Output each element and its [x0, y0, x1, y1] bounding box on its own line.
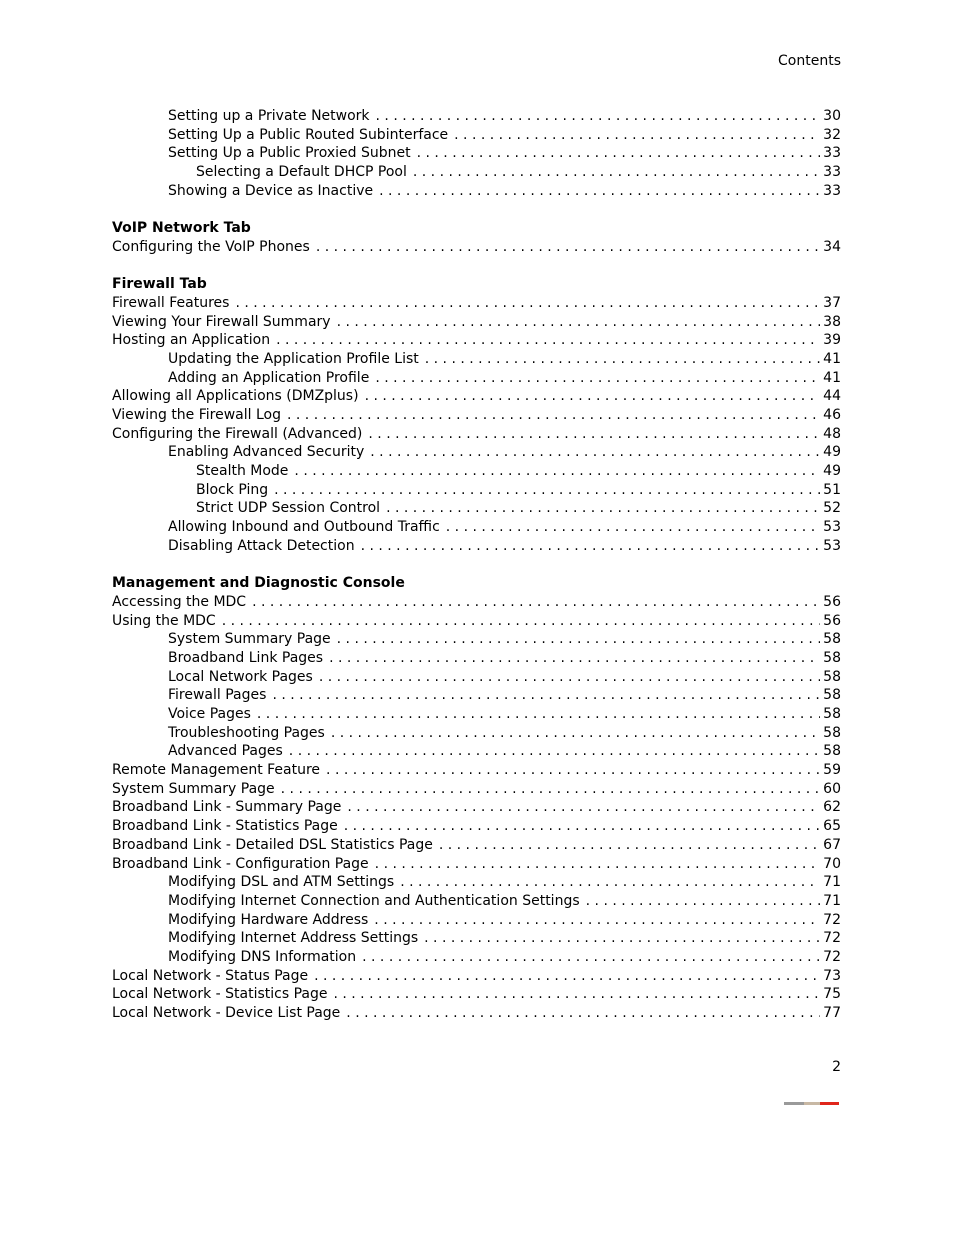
toc-entry-page: 73 [823, 967, 841, 984]
toc-entry-title: Local Network - Statistics Page [112, 986, 328, 1003]
dot-leader [289, 742, 820, 761]
dot-leader [222, 612, 820, 631]
toc-entry[interactable] [112, 499, 841, 518]
toc-entry[interactable] [112, 967, 841, 986]
toc-entry-page: 60 [823, 780, 841, 797]
toc-entry-title: Accessing the MDC [112, 593, 247, 610]
toc-entry-title: Modifying DSL and ATM Settings [168, 874, 395, 891]
toc-entry[interactable] [112, 350, 841, 369]
dot-leader [294, 462, 820, 481]
toc-entry-page: 53 [823, 519, 841, 536]
toc-entry[interactable] [112, 948, 841, 967]
toc-group-voip [112, 238, 841, 257]
toc-entry-page: 30 [823, 108, 841, 124]
toc-entry[interactable] [112, 686, 841, 705]
toc-entry-title: Configuring the Firewall (Advanced) [112, 425, 363, 442]
section-gap [112, 556, 841, 575]
toc-entry[interactable] [112, 481, 841, 500]
toc-entry-title: Viewing the Firewall Log [112, 407, 281, 423]
toc-entry-title: Viewing Your Firewall Summary [112, 313, 331, 330]
footer-accent-bar [784, 1102, 839, 1105]
toc-entry[interactable] [112, 144, 841, 163]
toc-entry-title: Allowing all Applications (DMZplus) [112, 388, 359, 405]
toc-entry-title: Troubleshooting Pages [168, 724, 325, 741]
toc-entry-title: Adding an Application Profile [168, 369, 370, 386]
dot-leader [361, 537, 821, 556]
toc-entry-page: 56 [823, 593, 841, 610]
toc-entry-title: Modifying Hardware Address [168, 911, 369, 928]
toc-entry[interactable] [112, 107, 841, 126]
toc-entry-title: Disabling Attack Detection [168, 537, 355, 554]
dot-leader [454, 126, 820, 145]
dot-leader [439, 836, 820, 855]
dot-leader [329, 649, 820, 668]
dot-leader [386, 499, 820, 518]
toc-entry-page: 71 [823, 874, 841, 891]
section-heading-voip: VoIP Network Tab [112, 220, 251, 237]
dot-leader [370, 443, 820, 462]
toc-entry[interactable] [112, 238, 841, 257]
toc-entry-title: Voice Pages [168, 706, 251, 722]
toc-entry[interactable] [112, 294, 841, 313]
section-gap [112, 200, 841, 219]
toc-group-firewall [112, 294, 841, 556]
toc-entry[interactable] [112, 126, 841, 145]
toc-entry-page: 37 [823, 294, 841, 311]
toc-entry-page: 62 [823, 799, 841, 816]
dot-leader [368, 425, 820, 444]
dot-leader [375, 369, 820, 388]
toc-entry[interactable] [112, 163, 841, 182]
dot-leader [287, 406, 820, 425]
toc-entry-page: 34 [823, 238, 841, 255]
toc-entry-title: Setting up a Private Network [168, 108, 370, 124]
toc-entry-page: 65 [823, 818, 841, 835]
toc-entry[interactable] [112, 985, 841, 1004]
dot-leader [362, 948, 820, 967]
toc-entry[interactable] [112, 630, 841, 649]
toc-entry-page: 41 [823, 350, 841, 367]
toc-entry[interactable] [112, 668, 841, 687]
toc-entry-title: Firewall Features [112, 294, 230, 311]
toc-entry[interactable] [112, 331, 841, 350]
toc-entry[interactable] [112, 443, 841, 462]
dot-leader [424, 929, 820, 948]
toc-entry[interactable] [112, 1004, 841, 1023]
toc-entry-page: 33 [823, 182, 841, 199]
toc-entry-page: 46 [823, 407, 841, 423]
toc-entry-title: Broadband Link - Summary Page [112, 799, 342, 816]
toc-entry-page: 33 [823, 145, 841, 162]
toc-entry-page: 49 [823, 463, 841, 480]
toc-entry-title: System Summary Page [112, 780, 275, 797]
toc-entry-title: Enabling Advanced Security [168, 444, 365, 461]
dot-leader [281, 780, 821, 799]
toc-entry-title: Using the MDC [112, 612, 216, 629]
dot-leader [346, 1004, 820, 1023]
toc-entry-title: Setting Up a Public Routed Subinterface [168, 126, 449, 143]
toc-entry-title: Strict UDP Session Control [196, 500, 381, 517]
toc-entry[interactable] [112, 780, 841, 799]
toc-entry-title: Broadband Link Pages [168, 649, 324, 666]
toc-entry-title: Modifying Internet Connection and Authentication Settings [168, 892, 580, 909]
toc-entry-title: Modifying DNS Information [168, 948, 357, 965]
dot-leader [413, 163, 820, 182]
toc-entry-page: 58 [823, 687, 841, 704]
toc-entry-page: 75 [823, 986, 841, 1003]
toc-entry[interactable] [112, 518, 841, 537]
toc-group-mdc [112, 593, 841, 1023]
toc-entry[interactable] [112, 462, 841, 481]
toc-entry-page: 58 [823, 724, 841, 741]
toc-entry-page: 32 [823, 126, 841, 143]
toc-entry-page: 59 [823, 762, 841, 779]
toc-entry-page: 39 [823, 332, 841, 349]
toc-entry[interactable] [112, 425, 841, 444]
dot-leader [337, 630, 821, 649]
toc-entry[interactable] [112, 724, 841, 743]
toc-entry[interactable] [112, 929, 841, 948]
toc-entry-page: 72 [823, 948, 841, 965]
toc-entry[interactable] [112, 761, 841, 780]
toc-entry-title: Firewall Pages [168, 687, 267, 704]
toc-entry-page: 44 [823, 388, 841, 405]
dot-leader [347, 798, 820, 817]
dot-leader [274, 481, 820, 500]
dot-leader [331, 724, 820, 743]
toc-entry-page: 41 [823, 369, 841, 386]
toc-entry[interactable] [112, 892, 841, 911]
toc-entry-title: Selecting a Default DHCP Pool [196, 164, 407, 181]
section-gap [112, 257, 841, 276]
toc-entry-page: 67 [823, 836, 841, 853]
dot-leader [379, 182, 820, 201]
toc-entry[interactable] [112, 798, 841, 817]
toc-entry[interactable] [112, 855, 841, 874]
dot-leader [319, 668, 820, 687]
toc-entry-page: 58 [823, 743, 841, 760]
toc-entry-title: Local Network - Device List Page [112, 1005, 341, 1021]
dot-leader [333, 985, 820, 1004]
toc-entry-title: Block Ping [196, 481, 269, 498]
dot-leader [272, 686, 820, 705]
toc-entry[interactable] [112, 612, 841, 631]
toc-entry-page: 72 [823, 911, 841, 928]
toc-group-continued [112, 107, 841, 200]
dot-leader [252, 593, 820, 612]
toc-entry-page: 48 [823, 425, 841, 442]
toc-entry[interactable] [112, 593, 841, 612]
toc-entry-page: 52 [823, 500, 841, 517]
toc-entry-page: 58 [823, 649, 841, 666]
accent-segment-red [820, 1102, 839, 1105]
toc-entry-page: 70 [823, 855, 841, 872]
toc-entry-title: Setting Up a Public Proxied Subnet [168, 145, 411, 162]
toc-entry-title: Broadband Link - Configuration Page [112, 855, 369, 872]
toc-entry-title: Modifying Internet Address Settings [168, 930, 419, 947]
toc-entry[interactable] [112, 387, 841, 406]
toc-entry-title: Broadband Link - Statistics Page [112, 818, 338, 835]
toc-entry[interactable] [112, 836, 841, 855]
dot-leader [376, 107, 821, 126]
toc-entry-title: Local Network - Status Page [112, 967, 309, 984]
toc-entry-page: 58 [823, 631, 841, 648]
toc-entry-title: Updating the Application Profile List [168, 350, 419, 367]
toc-entry-title: Broadband Link - Detailed DSL Statistics Page [112, 836, 433, 853]
dot-leader [235, 294, 820, 313]
toc-entry[interactable] [112, 649, 841, 668]
toc-entry-page: 77 [823, 1005, 841, 1021]
section-heading-mdc: Management and Diagnostic Console [112, 575, 405, 592]
toc-entry-page: 72 [823, 930, 841, 947]
dot-leader [344, 817, 820, 836]
page-number: 2 [832, 1059, 841, 1075]
dot-leader [257, 705, 820, 724]
running-header: Contents [778, 53, 841, 69]
table-of-contents [112, 107, 841, 1023]
dot-leader [314, 967, 820, 986]
dot-leader [586, 892, 821, 911]
dot-leader [276, 331, 820, 350]
dot-leader [417, 144, 821, 163]
toc-entry[interactable] [112, 537, 841, 556]
toc-entry-title: Stealth Mode [196, 463, 289, 480]
toc-entry-title: Allowing Inbound and Outbound Traffic [168, 519, 440, 536]
toc-entry-title: Showing a Device as Inactive [168, 182, 374, 199]
toc-entry[interactable] [112, 817, 841, 836]
toc-entry[interactable] [112, 313, 841, 332]
toc-entry-page: 58 [823, 706, 841, 722]
toc-entry-title: Hosting an Application [112, 332, 271, 349]
dot-leader [316, 238, 820, 257]
dot-leader [446, 518, 820, 537]
toc-entry[interactable] [112, 369, 841, 388]
accent-segment-gray [784, 1102, 804, 1105]
toc-entry-page: 56 [823, 612, 841, 629]
toc-entry[interactable] [112, 406, 841, 425]
toc-entry[interactable] [112, 873, 841, 892]
toc-entry[interactable] [112, 705, 841, 724]
toc-entry-page: 53 [823, 537, 841, 554]
toc-entry[interactable] [112, 911, 841, 930]
dot-leader [425, 350, 820, 369]
toc-entry-title: Local Network Pages [168, 668, 313, 685]
toc-entry-page: 49 [823, 444, 841, 461]
toc-entry-title: Configuring the VoIP Phones [112, 238, 310, 255]
toc-entry[interactable] [112, 182, 841, 201]
dot-leader [365, 387, 821, 406]
dot-leader [326, 761, 820, 780]
toc-entry-title: System Summary Page [168, 631, 331, 648]
toc-entry-page: 33 [823, 164, 841, 181]
dot-leader [337, 313, 821, 332]
toc-entry[interactable] [112, 742, 841, 761]
dot-leader [375, 855, 821, 874]
toc-entry-page: 71 [823, 892, 841, 909]
toc-entry-page: 38 [823, 313, 841, 330]
toc-entry-title: Remote Management Feature [112, 762, 321, 779]
toc-entry-page: 58 [823, 668, 841, 685]
dot-leader [400, 873, 820, 892]
toc-entry-page: 51 [823, 481, 841, 498]
section-heading-firewall: Firewall Tab [112, 276, 207, 293]
accent-segment-tan [804, 1102, 820, 1105]
dot-leader [374, 911, 820, 930]
toc-entry-title: Advanced Pages [168, 743, 283, 760]
